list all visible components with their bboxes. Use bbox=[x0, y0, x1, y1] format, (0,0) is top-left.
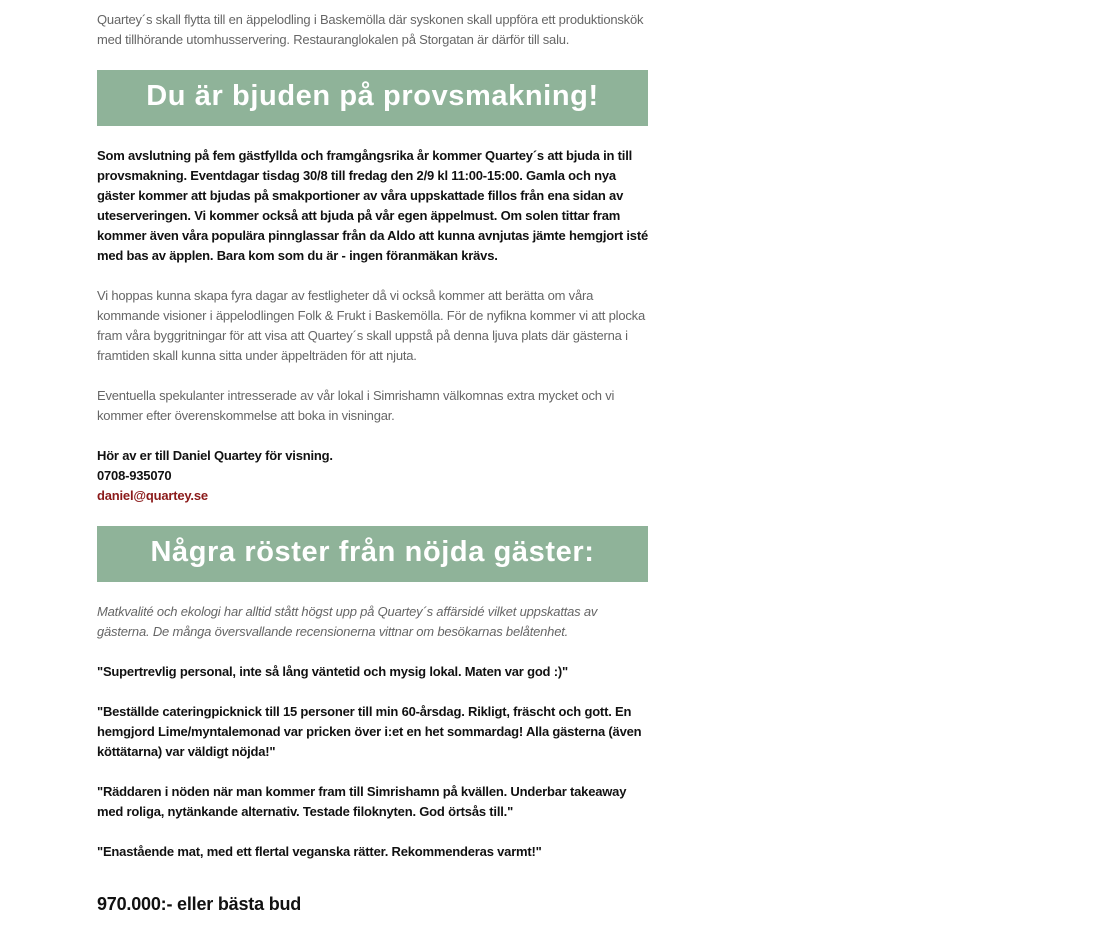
tasting-banner bbox=[97, 70, 648, 126]
reviews-intro: Matkvalité och ekologi har alltid stått högst upp på Quartey´s affärsidé vilket uppskattas av gästerna. De många översvallande recensionerna vittnar om besökarnas belåtenhet. bbox=[97, 604, 598, 639]
tasting-paragraph: Som avslutning på fem gästfyllda och framgångsrika år kommer Quartey´s att bjuda in till provsmakning. Eventdagar tisdag 30/8 till fredag den 2/9 kl 11:00-15:00. Gamla och nya gäster kommer att bjudas på smakportioner av våra uppskattade fillos från ena sidan av uteserveringen. Vi kommer också att bjuda på vår egen äppelmust. Om solen tittar fram kommer även våra populära pinnglassar från da Aldo att kunna avnjutas jämte hemgjort isté med bas av äpplen. Bara kom som du är - ingen föranmäkan krävs. bbox=[97, 148, 648, 263]
intro-paragraph: Quartey´s skall flytta till en äppelodling i Baskemölla där syskonen skall uppföra ett produktionskök med tillhörande utomhusservering. Restauranglokalen på Storgatan är därför till salu. bbox=[97, 12, 644, 47]
review-quote: "Beställde cateringpicknick till 15 personer till min 60-årsdag. Rikligt, fräscht och gott. En hemgjord Lime/myntalemonad var pricken över i:et en het sommardag! Alla gästerna (även köttätarna) var väldigt nöjda!" bbox=[97, 704, 642, 759]
tasting-banner-heading: Du är bjuden på provsmakning! bbox=[146, 79, 599, 112]
review-quote: "Supertrevlig personal, inte så lång väntetid och mysig lokal. Maten var god :)" bbox=[97, 664, 568, 679]
review-quote: "Räddaren i nöden när man kommer fram till Simrishamn på kvällen. Underbar takeaway med roliga, nytänkande alternativ. Testade filoknyten. God örtsås till." bbox=[97, 784, 627, 819]
contact-block bbox=[97, 446, 652, 506]
speculators-paragraph: Eventuella spekulanter intresserade av vår lokal i Simrishamn välkomnas extra mycket och vi kommer efter överenskommelse att boka in visningar. bbox=[97, 388, 615, 423]
contact-phone: 0708-935070 bbox=[97, 468, 172, 483]
reviews-banner bbox=[97, 526, 648, 582]
review-quote: "Enastående mat, med ett flertal veganska rätter. Rekommenderas varmt!" bbox=[97, 844, 542, 859]
hope-paragraph: Vi hoppas kunna skapa fyra dagar av festligheter då vi också kommer att berätta om våra kommande visioner i äppelodlingen Folk & Frukt i Baskemölla. För de nyfikna kommer vi att plocka fram våra byggritningar för att visa att Quartey´s skall uppstå på denna ljuva plats där gästerna i framtiden skall kunna sitta under äppelträden för att njuta. bbox=[97, 288, 645, 363]
contact-email-link[interactable]: daniel@quartey.se bbox=[97, 488, 208, 503]
reviews-banner-heading: Några röster från nöjda gäster: bbox=[150, 535, 595, 568]
price-heading: 970.000:- eller bästa bud bbox=[97, 894, 302, 914]
contact-line: Hör av er till Daniel Quartey för visning. bbox=[97, 448, 333, 463]
article-content bbox=[97, 10, 652, 916]
